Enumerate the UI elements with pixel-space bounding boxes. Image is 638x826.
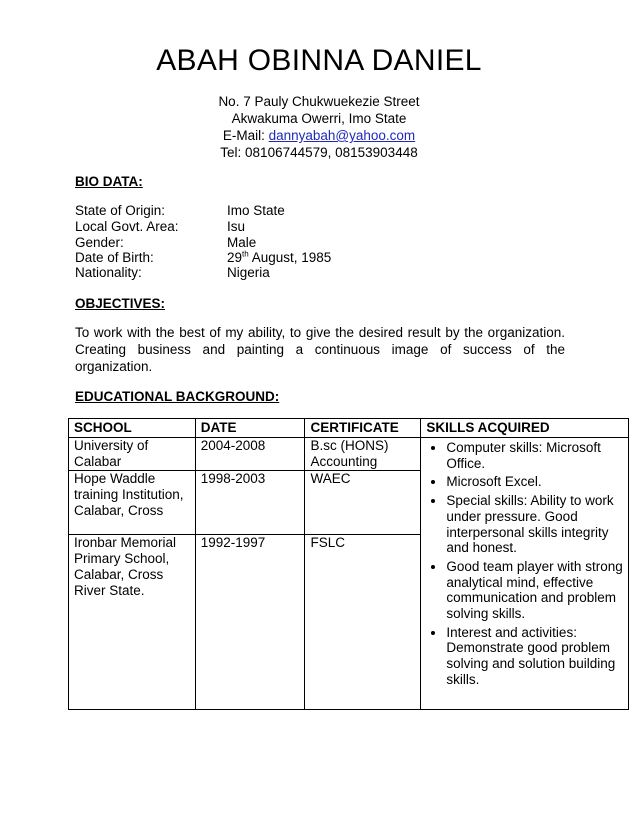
skill-item: • Microsoft Excel.: [446, 474, 623, 490]
bio-value: Male: [227, 235, 257, 250]
column-header: SKILLS ACQUIRED: [421, 419, 629, 438]
school-cell: University of Calabar: [69, 438, 196, 471]
address-line-2: Akwakuma Owerri, Imo State: [231, 111, 407, 126]
bio-label: Local Govt. Area:: [75, 219, 179, 234]
skill-item: • Computer skills: Microsoft Office.: [446, 440, 623, 471]
dob-day: 29: [227, 250, 243, 265]
bio-value: [227, 250, 331, 265]
certificate-cell: FSLC: [305, 535, 421, 710]
email-link[interactable]: dannyabah@yahoo.com: [268, 128, 416, 143]
column-header: DATE: [195, 419, 305, 438]
bio-label: Nationality:: [75, 265, 142, 280]
objectives-text: [75, 324, 565, 375]
bio-value: Nigeria: [227, 265, 270, 280]
phone-line: Tel: 08106744579, 08153903448: [220, 145, 418, 160]
skill-item: • Good team player with strong analytical mind, effective communication and problem solving skills.: [446, 559, 623, 622]
date-cell: 1998-2003: [195, 471, 305, 535]
resume-name: ABAH OBINNA DANIEL: [156, 44, 482, 77]
objectives-line-2: Creating business and painting a continuous image of success of the: [75, 342, 565, 357]
certificate-cell: WAEC: [305, 471, 421, 535]
date-cell: 2004-2008: [195, 438, 305, 471]
skill-item: • Special skills: Ability to work under pressure. Good interpersonal skills integrity and honest.: [446, 493, 623, 556]
school-cell: Hope Waddle training Institution, Calabar, Cross: [69, 471, 196, 535]
email-label: E-Mail:: [222, 128, 269, 143]
bio-label: State of Origin:: [75, 203, 166, 218]
dob-suffix: th: [242, 249, 249, 259]
bio-label: Date of Birth:: [75, 250, 154, 265]
column-header: CERTIFICATE: [305, 419, 421, 438]
date-cell: 1992-1997: [195, 535, 305, 710]
dob-rest: August, 1985: [248, 250, 332, 265]
certificate-cell: B.sc (HONS) Accounting: [305, 438, 421, 471]
skills-list: [426, 440, 623, 688]
objectives-heading: OBJECTIVES:: [75, 296, 166, 311]
bio-value: Imo State: [227, 203, 285, 218]
objectives-line-3: organization.: [75, 359, 153, 374]
education-heading: EDUCATIONAL BACKGROUND:: [75, 389, 280, 404]
education-table: [68, 418, 629, 710]
skills-cell: [421, 438, 629, 710]
table-header-row: [69, 419, 629, 438]
column-header: SCHOOL: [69, 419, 196, 438]
address-line-1: No. 7 Pauly Chukwuekezie Street: [218, 94, 420, 109]
school-cell: Ironbar Memorial Primary School, Calabar, Cross River State.: [69, 535, 196, 710]
bio-data-heading: BIO DATA:: [75, 174, 143, 189]
bio-label: Gender:: [75, 235, 124, 250]
table-row: [69, 438, 629, 471]
objectives-line-1: To work with the best of my ability, to give the desired result by the organization.: [75, 325, 565, 340]
skill-item: • Interest and activities: Demonstrate good problem solving and solution building skills.: [446, 625, 623, 688]
bio-value: Isu: [227, 219, 246, 234]
email-line: [0, 128, 638, 143]
